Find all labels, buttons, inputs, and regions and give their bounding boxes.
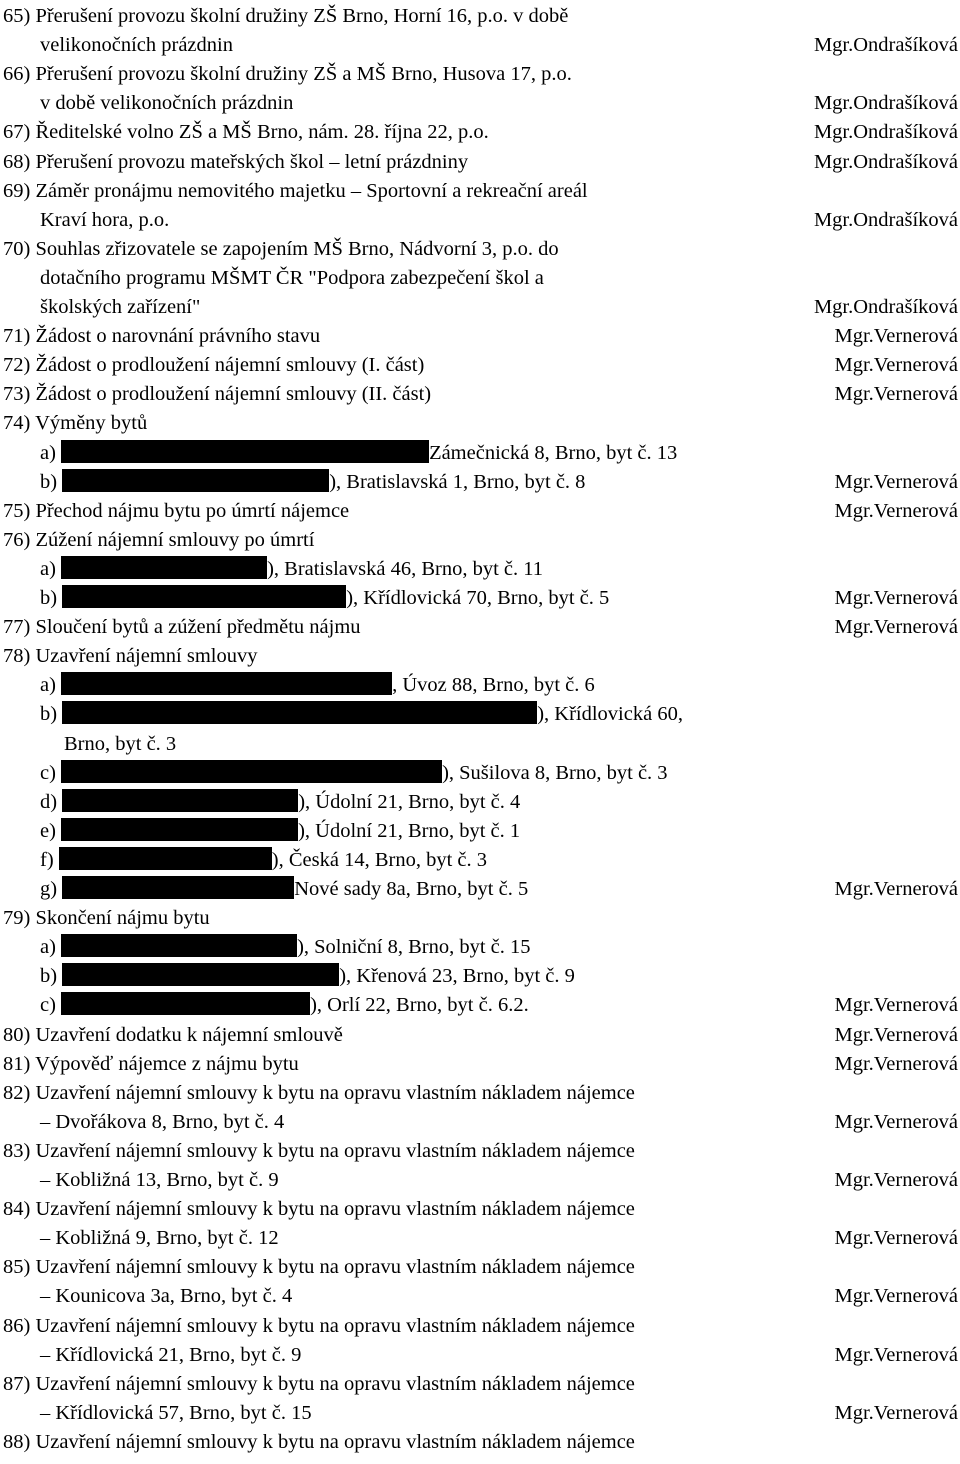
agenda-row <box>0 1137 960 1166</box>
agenda-item-label: 84) Uzavření nájemní smlouvy k bytu na opravu vlastním nákladem nájemce <box>3 1198 635 1221</box>
agenda-item-text <box>40 1399 312 1428</box>
agenda-item-label: 68) Přerušení provozu mateřských škol – letní prázdniny <box>3 150 469 173</box>
agenda-item-text <box>40 31 233 60</box>
agenda-row <box>0 1050 960 1079</box>
agenda-item-text <box>40 1108 284 1137</box>
agenda-row <box>0 991 960 1020</box>
agenda-item-label: 73) Žádost o prodloužení nájemní smlouvy (II. část) <box>3 383 432 406</box>
agenda-row <box>0 1021 960 1050</box>
agenda-row <box>0 497 960 526</box>
agenda-row <box>0 118 960 147</box>
sub-item-letter: a) <box>40 557 62 580</box>
agenda-item-text <box>40 991 529 1020</box>
agenda-row <box>0 904 960 933</box>
agenda-row <box>0 293 960 322</box>
agenda-item-label: 72) Žádost o prodloužení nájemní smlouvy (I. část) <box>3 354 425 377</box>
agenda-item-text <box>40 293 200 322</box>
agenda-item-text <box>3 1428 635 1457</box>
agenda-item-label: 86) Uzavření nájemní smlouvy k bytu na opravu vlastním nákladem nájemce <box>3 1314 635 1337</box>
agenda-item-label: ), Orlí 22, Brno, byt č. 6.2. <box>310 994 529 1017</box>
agenda-item-label: 82) Uzavření nájemní smlouvy k bytu na opravu vlastním nákladem nájemce <box>3 1081 635 1104</box>
agenda-item-label: 85) Uzavření nájemní smlouvy k bytu na opravu vlastním nákladem nájemce <box>3 1256 635 1279</box>
redaction-bar <box>62 876 294 899</box>
agenda-row <box>0 264 960 293</box>
agenda-item-text <box>3 1021 343 1050</box>
agenda-item-text <box>3 351 424 380</box>
agenda-item-text <box>3 60 572 89</box>
agenda-item-label: – Křídlovická 57, Brno, byt č. 15 <box>40 1401 312 1424</box>
agenda-item-label: 88) Uzavření nájemní smlouvy k bytu na opravu vlastním nákladem nájemce <box>3 1430 635 1453</box>
agenda-item-label: – Kobližná 13, Brno, byt č. 9 <box>40 1169 279 1191</box>
agenda-item-label: 77) Sloučení bytů a zúžení předmětu nájmu <box>3 616 361 639</box>
redaction-bar <box>61 760 442 783</box>
agenda-item-label: ), Údolní 21, Brno, byt č. 4 <box>298 790 521 813</box>
responsible-person: Mgr.Vernerová <box>834 616 958 639</box>
responsible-person: Mgr.Ondrašíková <box>813 150 958 173</box>
sub-item-letter: e) <box>40 819 62 842</box>
agenda-item-text <box>3 322 320 351</box>
agenda-row <box>0 322 960 351</box>
responsible-person: Mgr.Vernerová <box>834 325 958 348</box>
agenda-item-label: 80) Uzavření dodatku k nájemní smlouvě <box>3 1023 343 1046</box>
agenda-row <box>0 1224 960 1253</box>
agenda-item-text <box>3 409 147 438</box>
agenda-item-text <box>3 497 349 526</box>
agenda-row <box>0 1312 960 1341</box>
agenda-row <box>0 1282 960 1311</box>
agenda-item-text <box>40 875 528 904</box>
redaction-bar <box>61 440 429 463</box>
agenda-item-text <box>3 904 210 933</box>
agenda-item-text <box>3 1195 635 1224</box>
agenda-item-text <box>40 264 544 293</box>
agenda-row <box>0 409 960 438</box>
agenda-item-label: 65) Přerušení provozu školní družiny ZŠ Brno, Horní 16, p.o. v době <box>3 5 569 27</box>
agenda-item-label: 81) Výpověď nájemce z nájmu bytu <box>3 1052 299 1075</box>
sub-item-letter: a) <box>40 674 62 697</box>
responsible-person: Mgr.Vernerová <box>834 383 958 406</box>
responsible-person: Mgr.Vernerová <box>834 1169 958 1191</box>
redaction-bar <box>61 934 297 957</box>
sub-item-letter: b) <box>40 470 63 493</box>
agenda-item-text <box>40 759 668 788</box>
agenda-item-text <box>40 206 169 235</box>
agenda-item-label: – Křídlovická 21, Brno, byt č. 9 <box>40 1343 302 1366</box>
agenda-item-label: 74) Výměny bytů <box>3 412 148 435</box>
agenda-item-text <box>40 584 609 613</box>
responsible-person: Mgr.Vernerová <box>834 878 958 900</box>
responsible-person: Mgr.Vernerová <box>834 1023 958 1046</box>
agenda-item-label: 66) Přerušení provozu školní družiny ZŠ a MŠ Brno, Husova 17, p.o. <box>3 63 572 86</box>
responsible-person: Mgr.Vernerová <box>834 499 958 522</box>
agenda-item-label: 83) Uzavření nájemní smlouvy k bytu na opravu vlastním nákladem nájemce <box>3 1139 635 1162</box>
agenda-row <box>0 817 960 846</box>
sub-item-letter: b) <box>40 965 63 988</box>
responsible-person: Mgr.Vernerová <box>834 1401 958 1424</box>
agenda-item-text <box>40 700 683 729</box>
agenda-item-text <box>40 933 531 962</box>
agenda-item-label: ), Křídlovická 70, Brno, byt č. 5 <box>346 587 610 609</box>
agenda-row <box>0 846 960 875</box>
agenda-item-text <box>40 1282 292 1311</box>
agenda-row <box>0 206 960 235</box>
agenda-item-label: velikonočních prázdnin <box>40 34 233 57</box>
sub-item-letter: b) <box>40 587 63 609</box>
agenda-item-text <box>40 439 677 468</box>
agenda-item-text <box>3 1050 299 1079</box>
agenda-item-label: – Kobližná 9, Brno, byt č. 12 <box>40 1227 279 1250</box>
sub-item-letter: g) <box>40 878 63 900</box>
agenda-row <box>0 148 960 177</box>
agenda-item-text <box>40 817 520 846</box>
agenda-row <box>0 60 960 89</box>
agenda-row <box>0 613 960 642</box>
agenda-item-label: Kraví hora, p.o. <box>40 208 170 231</box>
agenda-row <box>0 1079 960 1108</box>
agenda-row <box>0 1428 960 1457</box>
redaction-bar <box>61 672 392 695</box>
agenda-item-text <box>40 962 575 991</box>
agenda-item-text <box>3 1370 635 1399</box>
redaction-bar <box>59 847 272 870</box>
agenda-item-label: školských zařízení" <box>40 296 201 318</box>
responsible-person: Mgr.Vernerová <box>834 470 958 493</box>
agenda-row <box>0 1166 960 1195</box>
agenda-row <box>0 1370 960 1399</box>
agenda-item-label: 69) Záměr pronájmu nemovitého majetku – Sportovní a rekreační areál <box>3 179 588 202</box>
agenda-row <box>0 1341 960 1370</box>
agenda-item-text <box>3 1079 635 1108</box>
agenda-item-text <box>3 118 489 147</box>
agenda-row <box>0 89 960 118</box>
redaction-bar <box>62 469 329 492</box>
responsible-person: Mgr.Ondrašíková <box>813 296 958 318</box>
agenda-row <box>0 177 960 206</box>
agenda-item-label: 76) Zúžení nájemní smlouvy po úmrtí <box>3 528 315 551</box>
responsible-person: Mgr.Ondrašíková <box>813 121 958 144</box>
agenda-item-label: ), Solniční 8, Brno, byt č. 15 <box>297 936 531 959</box>
sub-item-letter: a) <box>40 441 62 464</box>
agenda-item-label: 67) Ředitelské volno ZŠ a MŠ Brno, nám. 28. října 22, p.o. <box>3 121 489 144</box>
agenda-item-text <box>3 613 361 642</box>
agenda-item-text <box>3 235 559 264</box>
responsible-person: Mgr.Vernerová <box>834 1343 958 1366</box>
agenda-row <box>0 759 960 788</box>
agenda-row <box>0 671 960 700</box>
agenda-item-text <box>3 148 468 177</box>
sub-item-letter: c) <box>40 994 62 1017</box>
agenda-row <box>0 439 960 468</box>
agenda-item-label: – Kounicova 3a, Brno, byt č. 4 <box>40 1285 293 1308</box>
agenda-item-label: ), Sušilova 8, Brno, byt č. 3 <box>442 761 668 784</box>
agenda-row <box>0 700 960 729</box>
agenda-item-text <box>40 846 487 875</box>
redaction-bar <box>62 963 339 986</box>
agenda-row <box>0 962 960 991</box>
agenda-item-label: Nové sady 8a, Brno, byt č. 5 <box>294 878 529 900</box>
responsible-person: Mgr.Ondrašíková <box>813 208 958 231</box>
agenda-item-text <box>40 788 520 817</box>
agenda-item-text <box>40 1166 279 1195</box>
agenda-row <box>0 526 960 555</box>
agenda-item-text <box>3 526 314 555</box>
agenda-item-label: 79) Skončení nájmu bytu <box>3 907 210 930</box>
agenda-item-label: 75) Přechod nájmu bytu po úmrtí nájemce <box>3 499 350 522</box>
agenda-row <box>0 2 960 31</box>
redaction-bar <box>61 992 310 1015</box>
agenda-item-label: ), Česká 14, Brno, byt č. 3 <box>271 848 488 871</box>
agenda-item-label: 78) Uzavření nájemní smlouvy <box>3 645 258 668</box>
agenda-item-text <box>40 671 595 700</box>
responsible-person: Mgr.Vernerová <box>834 1285 958 1308</box>
agenda-row <box>0 933 960 962</box>
agenda-item-label: ), Křenová 23, Brno, byt č. 9 <box>339 965 575 988</box>
agenda-item-text <box>40 1341 301 1370</box>
redaction-bar <box>62 701 537 724</box>
responsible-person: Mgr.Vernerová <box>834 1110 958 1133</box>
responsible-person: Mgr.Vernerová <box>834 994 958 1017</box>
agenda-item-label: dotačního programu MŠMT ČR "Podpora zabezpečení škol a <box>40 266 544 289</box>
sub-item-letter: c) <box>40 761 62 784</box>
agenda-item-label: v době velikonočních prázdnin <box>40 92 294 115</box>
agenda-item-text <box>40 1224 279 1253</box>
responsible-person: Mgr.Vernerová <box>834 587 958 609</box>
agenda-item-text <box>40 468 585 497</box>
redaction-bar <box>62 789 298 812</box>
agenda-row <box>0 730 960 759</box>
agenda-item-text <box>3 1137 635 1166</box>
agenda-item-label: 70) Souhlas zřizovatele se zapojením MŠ Brno, Nádvorní 3, p.o. do <box>3 237 559 260</box>
agenda-item-label: – Dvořákova 8, Brno, byt č. 4 <box>40 1110 285 1133</box>
agenda-row <box>0 1108 960 1137</box>
agenda-row <box>0 584 960 613</box>
responsible-person: Mgr.Ondrašíková <box>813 92 958 115</box>
agenda-row <box>0 1399 960 1428</box>
agenda-item-text <box>3 380 431 409</box>
agenda-item-text <box>3 642 257 671</box>
sub-item-letter: f) <box>40 848 59 871</box>
agenda-row <box>0 555 960 584</box>
agenda-row <box>0 788 960 817</box>
redaction-bar <box>61 556 267 579</box>
agenda-item-text <box>40 555 543 584</box>
agenda-item-label: , Úvoz 88, Brno, byt č. 6 <box>392 674 595 697</box>
agenda-item-label: ), Křídlovická 60, <box>537 703 683 726</box>
agenda-row <box>0 875 960 904</box>
agenda-row <box>0 380 960 409</box>
agenda-item-text <box>3 2 568 31</box>
agenda-item-text <box>3 1312 635 1341</box>
agenda-item-label: 71) Žádost o narovnání právního stavu <box>3 325 321 348</box>
sub-item-letter: a) <box>40 936 62 959</box>
agenda-item-label: ), Bratislavská 46, Brno, byt č. 11 <box>267 557 544 580</box>
agenda-item-text <box>3 177 588 206</box>
agenda-row <box>0 351 960 380</box>
redaction-bar <box>61 818 298 841</box>
agenda-row <box>0 235 960 264</box>
sub-item-letter: d) <box>40 790 63 813</box>
agenda-row <box>0 1195 960 1224</box>
responsible-person: Mgr.Vernerová <box>834 354 958 377</box>
responsible-person: Mgr.Vernerová <box>834 1052 958 1075</box>
agenda-row <box>0 642 960 671</box>
agenda-item-label: Zámečnická 8, Brno, byt č. 13 <box>429 441 678 464</box>
responsible-person: Mgr.Ondrašíková <box>813 34 958 57</box>
redaction-bar <box>62 585 346 608</box>
agenda-row <box>0 31 960 60</box>
agenda-row <box>0 1253 960 1282</box>
agenda-item-label: ), Údolní 21, Brno, byt č. 1 <box>298 819 521 842</box>
agenda-item-text <box>3 1253 635 1282</box>
responsible-person: Mgr.Vernerová <box>834 1227 958 1250</box>
agenda-item-text <box>64 730 176 759</box>
agenda-item-text <box>40 89 293 118</box>
agenda-item-label: 87) Uzavření nájemní smlouvy k bytu na opravu vlastním nákladem nájemce <box>3 1372 635 1395</box>
agenda-item-label: ), Bratislavská 1, Brno, byt č. 8 <box>329 470 586 493</box>
sub-item-letter: b) <box>40 703 63 726</box>
agenda-item-label: Brno, byt č. 3 <box>64 732 177 755</box>
agenda-row <box>0 468 960 497</box>
